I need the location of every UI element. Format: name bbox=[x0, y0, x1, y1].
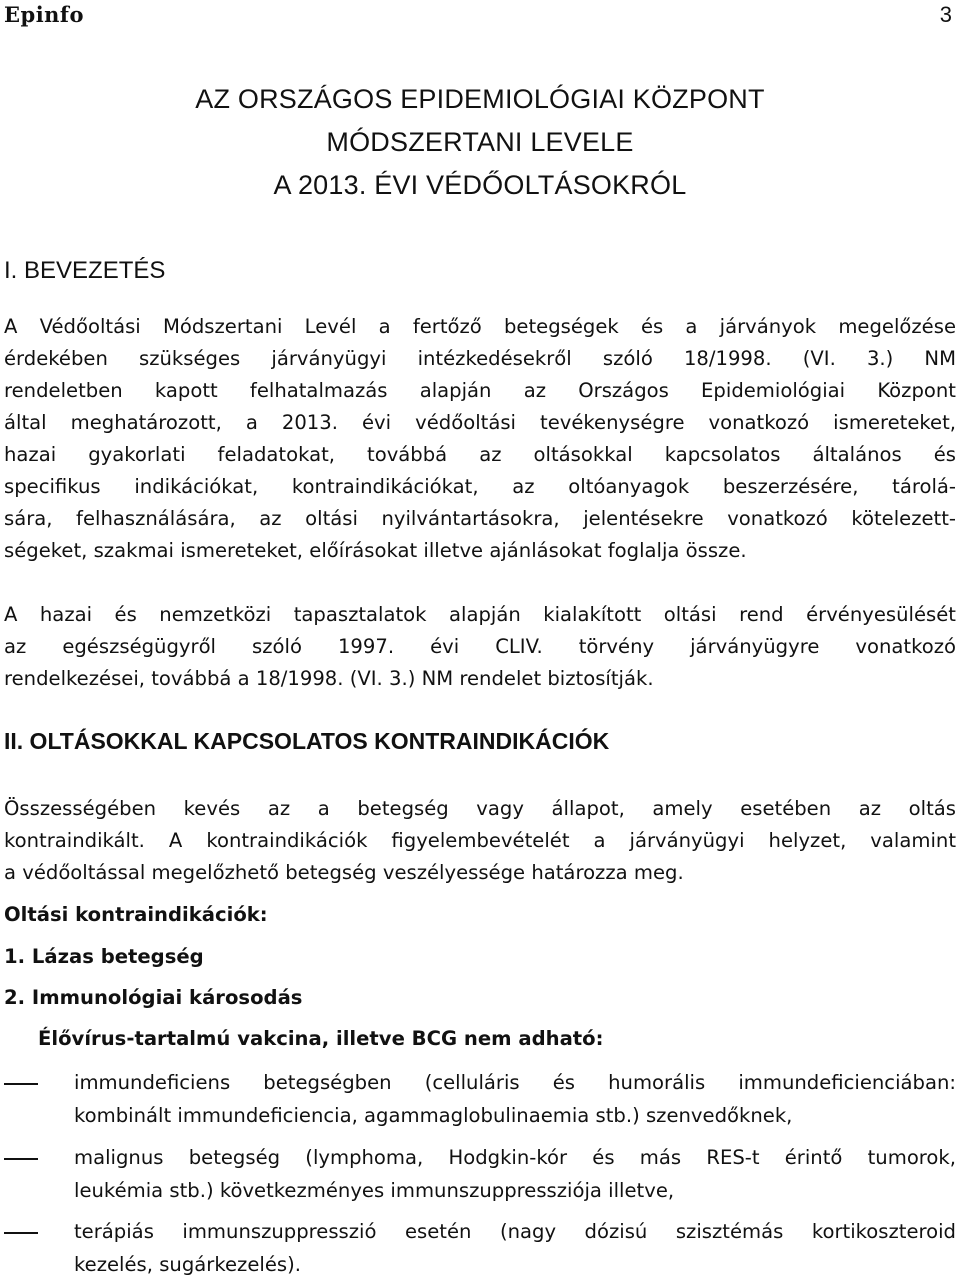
document-title-line-2: MÓDSZERTANI LEVELE bbox=[326, 127, 634, 157]
section-2-heading: II. OLTÁSOKKAL KAPCSOLATOS KONTRAINDIKÁCIÓK bbox=[4, 728, 610, 754]
bullet-dash bbox=[4, 1232, 38, 1234]
section-1-paragraph-2 bbox=[4, 599, 956, 695]
list-item-1: 1. Lázas betegség bbox=[4, 945, 204, 968]
bullet-dash bbox=[4, 1083, 38, 1085]
paragraph-line: hazai gyakorlati feladatokat, továbbá az oltásokkal kapcsolatos általános és bbox=[4, 443, 956, 466]
paragraph-line: a védőoltással megelőzhető betegség veszélyessége határozza meg. bbox=[4, 861, 684, 884]
paragraph-line: kontraindikált. A kontraindikációk figyelembevételét a járványügyi helyzet, valamint bbox=[4, 829, 956, 852]
section-1-paragraph-1 bbox=[4, 311, 956, 567]
bullet-item bbox=[74, 1141, 956, 1207]
paragraph-line: az egészségügyről szóló 1997. évi CLIV. törvény járványügyre vonatkozó bbox=[4, 635, 956, 658]
bullet-item bbox=[74, 1215, 956, 1281]
bullet-line: leukémia stb.) következményes immunszuppressziója illetve, bbox=[74, 1179, 675, 1202]
bullet-line: terápiás immunszuppresszió esetén (nagy dózisú szisztémás kortikoszteroid bbox=[74, 1220, 956, 1243]
section-1-heading: I. BEVEZETÉS bbox=[4, 257, 166, 284]
live-vaccine-heading: Élővírus-tartalmú vakcina, illetve BCG nem adható: bbox=[38, 1027, 604, 1050]
paragraph-line: Összességében kevés az a betegség vagy állapot, amely esetében az oltás bbox=[4, 797, 956, 820]
paragraph-line: specifikus indikációkat, kontraindikációkat, az oltóanyagok beszerzésére, tárolá- bbox=[4, 475, 956, 498]
document-title-line-3: A 2013. ÉVI VÉDŐOLTÁSOKRÓL bbox=[273, 170, 687, 200]
running-header-title: Epinfo bbox=[4, 2, 84, 27]
paragraph-line: rendelkezései, továbbá a 18/1998. (VI. 3.) NM rendelet biztosítják. bbox=[4, 667, 654, 690]
contraindications-subheading: Oltási kontraindikációk: bbox=[4, 903, 268, 926]
paragraph-line: rendeletben kapott felhatalmazás alapján az Országos Epidemiológiai Központ bbox=[4, 379, 956, 402]
paragraph-line: A hazai és nemzetközi tapasztalatok alapján kialakított oltási rend érvényesülését bbox=[4, 603, 956, 626]
page-number: 3 bbox=[939, 2, 952, 27]
bullet-line: kezelés, sugárkezelés). bbox=[74, 1253, 301, 1276]
paragraph-line: ségeket, szakmai ismereteket, előírásokat illetve ajánlásokat foglalja össze. bbox=[4, 539, 747, 562]
bullet-line: immundeficiens betegségben (celluláris és humorális immundeficienciában: bbox=[74, 1071, 956, 1094]
section-2-paragraph-1 bbox=[4, 793, 956, 889]
paragraph-line: érdekében szükséges járványügyi intézkedésekről szóló 18/1998. (VI. 3.) NM bbox=[4, 347, 956, 370]
list-item-2: 2. Immunológiai károsodás bbox=[4, 986, 303, 1009]
bullet-dash bbox=[4, 1158, 38, 1160]
bullet-item bbox=[74, 1066, 956, 1132]
paragraph-line: sára, felhasználására, az oltási nyilvántartásokra, jelentésekre vonatkozó kötelezett- bbox=[4, 507, 956, 530]
paragraph-line: A Védőoltási Módszertani Levél a fertőző betegségek és a járványok megelőzése bbox=[4, 315, 956, 338]
bullet-line: kombinált immundeficiencia, agammaglobulinaemia stb.) szenvedőknek, bbox=[74, 1104, 793, 1127]
paragraph-line: által meghatározott, a 2013. évi védőoltási tevékenységre vonatkozó ismereteket, bbox=[4, 411, 956, 434]
bullet-line: malignus betegség (lymphoma, Hodgkin-kór és más RES-t érintő tumorok, bbox=[74, 1146, 956, 1169]
document-title-line-1: AZ ORSZÁGOS EPIDEMIOLÓGIAI KÖZPONT bbox=[195, 84, 765, 114]
